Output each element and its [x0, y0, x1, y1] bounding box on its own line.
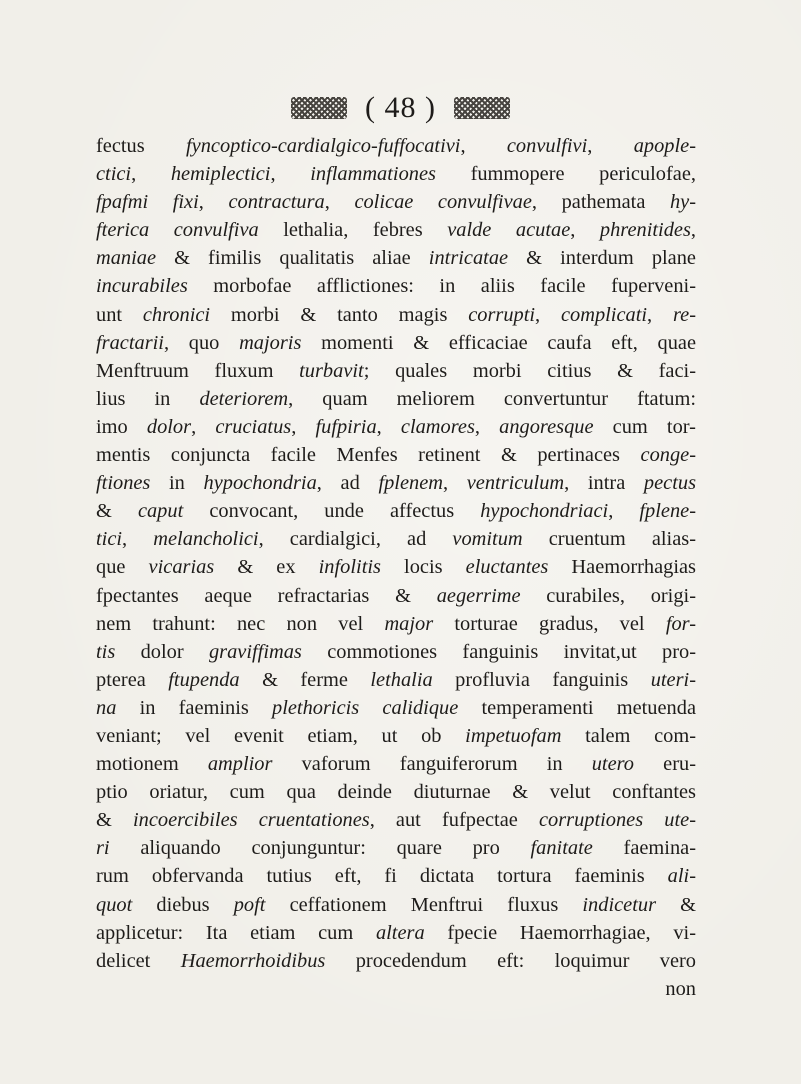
text-line: [96, 638, 696, 666]
text-line: [96, 188, 696, 216]
italic-text: corrupti: [468, 303, 536, 326]
roman-text: rum obfervanda tutius eft, fi dictata tortura faeminis: [96, 865, 668, 888]
text-line: [96, 975, 696, 1003]
italic-text: tis: [96, 640, 116, 663]
roman-text: ptio oriatur, cum qua deinde diuturnae & velut conftantes: [96, 781, 696, 804]
italic-text: indicetur: [582, 893, 657, 916]
roman-text: nem trahunt: nec non vel: [96, 612, 385, 635]
italic-text: eluctantes: [465, 556, 549, 579]
roman-text: convocant, unde affectus: [183, 500, 481, 523]
text-line: [96, 862, 696, 890]
text-line: [96, 919, 696, 947]
italic-text: major: [384, 612, 434, 635]
roman-text: ,: [291, 415, 316, 438]
roman-text: , quo: [163, 331, 240, 354]
text-line: [96, 132, 696, 160]
text-line: [96, 160, 696, 188]
roman-text: &: [96, 809, 133, 832]
roman-text: ; quales morbi citius & faci-: [363, 359, 696, 382]
text-line: [96, 806, 696, 834]
text-line: [96, 469, 696, 497]
italic-text: complicati: [560, 303, 648, 326]
roman-text: ,: [570, 219, 600, 242]
italic-text: ali-: [667, 865, 696, 888]
text-line: [96, 834, 696, 862]
italic-text: valde acutae: [447, 219, 571, 242]
roman-text: ,: [191, 415, 216, 438]
roman-text: dolor: [115, 640, 209, 663]
roman-text: ,: [535, 303, 561, 326]
text-line: [96, 272, 696, 300]
page-header: [0, 90, 801, 126]
roman-text: & fimilis qualitatis aliae: [156, 247, 429, 270]
roman-text: fectus: [96, 135, 187, 157]
roman-text: morbofae afflictiones: in aliis facile fuperveni-: [187, 275, 696, 298]
italic-text: for-: [665, 612, 696, 635]
italic-text: ftiones: [96, 472, 151, 495]
italic-text: contractura: [228, 191, 325, 214]
italic-text: aegerrime: [436, 584, 521, 607]
printers-ornament-left-icon: [291, 97, 347, 119]
roman-text: imo: [96, 415, 147, 438]
text-line: [96, 722, 696, 750]
italic-text: caput: [137, 500, 184, 523]
roman-text: cum tor-: [593, 415, 696, 438]
text-line: [96, 301, 696, 329]
italic-text: ri: [96, 837, 110, 860]
roman-text: , ad: [316, 472, 379, 495]
roman-text: unt: [96, 303, 143, 326]
italic-text: hemiplectici: [170, 163, 271, 186]
text-line: [96, 216, 696, 244]
text-line: [96, 750, 696, 778]
body-text: [96, 132, 696, 1003]
text-line: [96, 610, 696, 638]
italic-text: fpafmi fixi: [96, 191, 199, 214]
roman-text: que: [96, 556, 149, 579]
roman-text: in faeminis: [116, 696, 272, 719]
roman-text: motionem: [96, 753, 208, 776]
italic-text: hy-: [669, 191, 697, 214]
roman-text: ceffationem Menftrui fluxus: [265, 893, 583, 916]
italic-text: re-: [672, 303, 696, 326]
roman-text: delicet: [96, 949, 181, 972]
roman-text: locis: [380, 556, 466, 579]
italic-text: conge-: [640, 444, 696, 467]
italic-text: turbavit: [299, 359, 364, 382]
italic-text: colicae convulfivae: [354, 191, 532, 214]
italic-text: incoercibiles cruentationes: [133, 809, 370, 832]
roman-text: cruentum alias-: [522, 528, 696, 551]
italic-text: dolor: [146, 415, 192, 438]
italic-text: amplior: [207, 753, 273, 776]
text-line: [96, 413, 696, 441]
italic-text: Haemorrhoidibus: [180, 949, 326, 972]
italic-text: phrenitides: [599, 219, 691, 242]
italic-text: quot: [96, 893, 133, 916]
italic-text: na: [96, 696, 117, 719]
italic-text: chronici: [142, 303, 211, 326]
italic-text: incurabiles: [96, 275, 188, 298]
roman-text: fpecie Haemorrhagiae, vi-: [424, 921, 697, 944]
italic-text: fanitate: [530, 837, 593, 860]
printers-ornament-right-icon: [454, 97, 510, 119]
roman-text: &: [96, 500, 138, 523]
text-line: [96, 525, 696, 553]
italic-text: plethoricis calidique: [272, 696, 459, 719]
roman-text: diebus: [132, 893, 234, 916]
roman-text: &: [656, 893, 696, 916]
text-line: [96, 666, 696, 694]
text-line: [96, 553, 696, 581]
roman-text: & ferme: [239, 668, 371, 691]
roman-text: ,: [270, 163, 311, 186]
italic-text: vomitum: [452, 528, 523, 551]
italic-text: fyncoptico-cardialgico-fuffocativi: [186, 135, 461, 157]
roman-text: morbi & tanto magis: [210, 303, 469, 326]
italic-text: corruptiones ute-: [538, 809, 697, 832]
roman-text: veniant; vel evenit etiam, ut ob: [96, 724, 466, 747]
italic-text: altera: [375, 921, 425, 944]
roman-text: ,: [131, 163, 171, 186]
roman-text: ,: [198, 191, 229, 214]
text-line: [96, 694, 696, 722]
italic-text: pectus: [643, 472, 696, 495]
italic-text: tici: [96, 528, 123, 551]
text-line: [96, 357, 696, 385]
text-line: [96, 891, 696, 919]
page-number: ( 48 ): [365, 91, 436, 124]
roman-text: ,: [443, 472, 467, 495]
italic-text: infolitis: [318, 556, 381, 579]
roman-text: applicetur: Ita etiam cum: [96, 921, 376, 944]
italic-text: fufpiria: [315, 415, 377, 438]
roman-text: curabiles, origi-: [520, 584, 696, 607]
text-line: [96, 441, 696, 469]
roman-text: lius in: [96, 387, 200, 410]
text-line: [96, 329, 696, 357]
roman-text: ,: [587, 135, 634, 157]
roman-text: , cardialgici, ad: [258, 528, 453, 551]
roman-text: torturae gradus, vel: [433, 612, 666, 635]
roman-text: , pathemata: [531, 191, 670, 214]
roman-text: pterea: [96, 668, 169, 691]
roman-text: procedendum eft: loquimur vero: [325, 949, 696, 972]
italic-text: apople-: [633, 135, 696, 157]
roman-text: profluvia fanguinis: [432, 668, 651, 691]
roman-text: ,: [376, 415, 401, 438]
roman-text: temperamenti metuenda: [458, 696, 696, 719]
text-line: [96, 385, 696, 413]
italic-text: impetuofam: [465, 724, 562, 747]
roman-text: ,: [122, 528, 154, 551]
italic-text: lethalia: [370, 668, 433, 691]
roman-text: commotiones fanguinis invitat,ut pro-: [301, 640, 696, 663]
italic-text: vicarias: [148, 556, 215, 579]
italic-text: poft: [233, 893, 266, 916]
roman-text: ,: [460, 135, 507, 157]
text-line: [96, 582, 696, 610]
italic-text: inflammationes: [310, 163, 436, 186]
italic-text: ctici: [96, 163, 132, 186]
roman-text: ,: [690, 219, 696, 242]
roman-text: , intra: [564, 472, 644, 495]
roman-text: in: [150, 472, 204, 495]
italic-text: fractarii: [96, 331, 164, 354]
italic-text: intricatae: [428, 247, 509, 270]
roman-text: Menftruum fluxum: [96, 359, 300, 382]
italic-text: ftupenda: [168, 668, 240, 691]
italic-text: majoris: [239, 331, 302, 354]
roman-text: talem com-: [561, 724, 696, 747]
italic-text: deteriorem: [199, 387, 289, 410]
italic-text: ventriculum: [466, 472, 565, 495]
italic-text: melancholici: [153, 528, 259, 551]
italic-text: fplene-: [639, 500, 696, 523]
roman-text: faemina-: [592, 837, 696, 860]
italic-text: hypochondria: [203, 472, 317, 495]
italic-text: maniae: [96, 247, 157, 270]
roman-text: , aut fufpectae: [369, 809, 539, 832]
italic-text: angoresque: [499, 415, 594, 438]
text-line: [96, 497, 696, 525]
italic-text: uteri-: [650, 668, 696, 691]
roman-text: , quam meliorem convertuntur ftatum:: [288, 387, 696, 410]
roman-text: & interdum plane: [508, 247, 696, 270]
italic-text: graviffimas: [208, 640, 302, 663]
roman-text: fummopere periculofae,: [435, 163, 696, 186]
roman-text: ,: [324, 191, 355, 214]
roman-text: lethalia, febres: [258, 219, 448, 242]
roman-text: Haemorrhagias: [548, 556, 696, 579]
italic-text: fplenem: [378, 472, 443, 495]
italic-text: hypochondriaci: [480, 500, 609, 523]
italic-text: clamores: [400, 415, 475, 438]
roman-text: fpectantes aeque refractarias &: [96, 584, 437, 607]
text-line: [96, 947, 696, 975]
roman-text: non: [665, 977, 696, 1000]
roman-text: vaforum fanguiferorum in: [272, 753, 592, 776]
text-line: [96, 244, 696, 272]
italic-text: cruciatus: [215, 415, 292, 438]
italic-text: utero: [591, 753, 635, 776]
roman-text: ,: [474, 415, 500, 438]
roman-text: ,: [608, 500, 640, 523]
text-line: [96, 778, 696, 806]
roman-text: & ex: [214, 556, 319, 579]
roman-text: momenti & efficaciae caufa eft, quae: [301, 331, 696, 354]
roman-text: aliquando conjunguntur: quare pro: [109, 837, 531, 860]
roman-text: eru-: [634, 753, 696, 776]
roman-text: ,: [647, 303, 673, 326]
italic-text: fterica convulfiva: [96, 219, 259, 242]
roman-text: mentis conjuncta facile Menfes retinent & pertinaces: [96, 444, 641, 467]
italic-text: convulfivi: [506, 135, 588, 157]
